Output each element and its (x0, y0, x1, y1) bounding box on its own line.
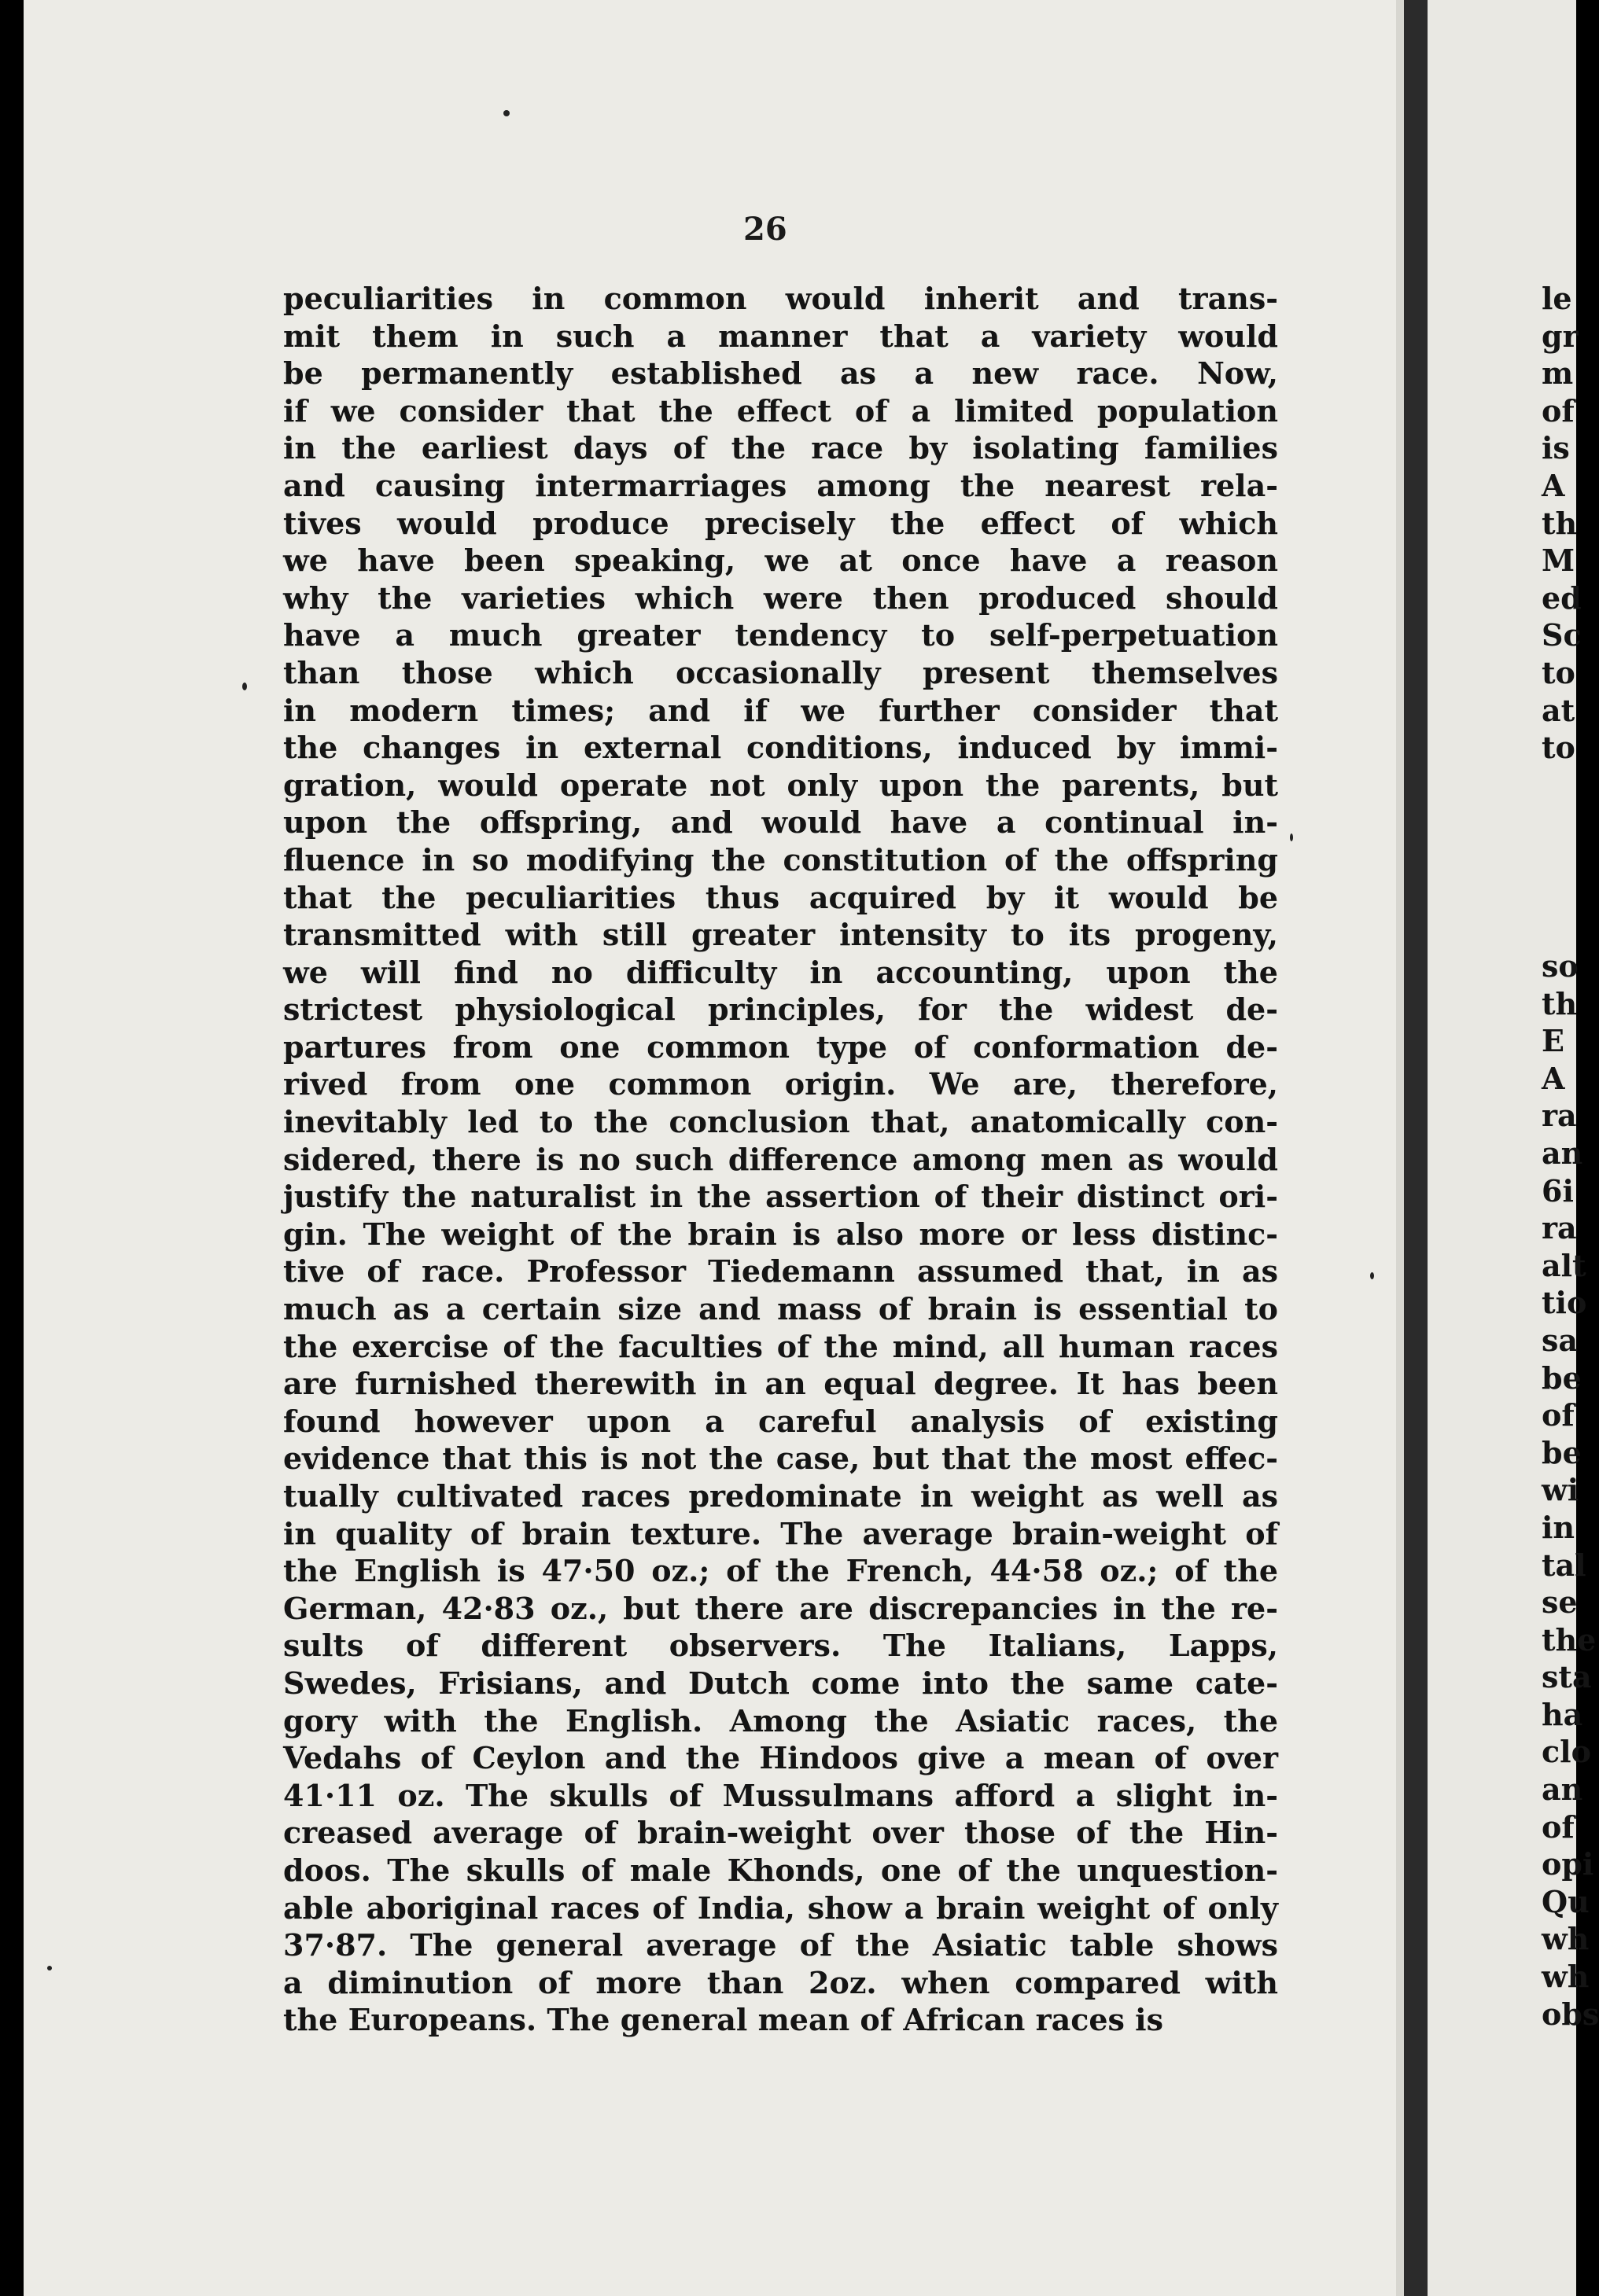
text-line: mit them in such a manner that a variety would (283, 318, 1278, 354)
text-fragment: ra (1542, 1210, 1577, 1246)
text-fragment: of (1542, 1397, 1575, 1433)
text-line: gory with the English. Among the Asiatic races, the (283, 1702, 1278, 1739)
text-line: we have been speaking, we at once have a reason (283, 543, 1278, 579)
text-line: the Europeans. The general mean of African races is (283, 2002, 1163, 2038)
text-line: able aboriginal races of India, show a brain weight of only (283, 1889, 1278, 1926)
text-line: we will find no difficulty in accounting, upon the (283, 954, 1278, 990)
text-fragment: th (1542, 985, 1578, 1021)
text-fragment: is (1542, 430, 1570, 466)
text-fragment: an (1542, 1772, 1583, 1808)
text-fragment: gr (1542, 318, 1579, 354)
text-line: tive of race. Professor Tiedemann assumed that, in as (283, 1253, 1278, 1290)
scan-speck (1290, 833, 1293, 841)
text-fragment: 6i (1542, 1172, 1574, 1209)
text-line: in the earliest days of the race by isolating families (283, 430, 1278, 466)
text-fragment: in (1542, 1509, 1575, 1545)
text-line: the changes in external conditions, induced by immi- (283, 730, 1278, 766)
text-line: 37·87. The general average of the Asiatic table shows (283, 1927, 1278, 1963)
text-fragment: the (1542, 1621, 1597, 1658)
text-fragment: A (1542, 1060, 1565, 1096)
text-line: in quality of brain texture. The average brain-weight of (283, 1515, 1278, 1551)
right-page-text-upper (1542, 280, 1582, 767)
text-fragment: tio (1542, 1285, 1587, 1321)
text-line: transmitted with still greater intensity to its progeny, (283, 917, 1278, 953)
text-fragment: sta (1542, 1659, 1592, 1695)
text-line: Swedes, Frisians, and Dutch come into the same cate- (283, 1665, 1278, 1701)
text-line: doos. The skulls of male Khonds, one of the unquestion- (283, 1852, 1278, 1888)
scan-speck (242, 683, 247, 690)
text-fragment: ed (1542, 580, 1582, 616)
text-line: if we consider that the effect of a limited population (283, 392, 1278, 429)
text-line: why the varieties which were then produced should (283, 580, 1278, 616)
text-fragment: Sc (1542, 617, 1582, 653)
text-fragment: M (1542, 543, 1575, 579)
text-fragment: wi (1542, 1472, 1579, 1508)
text-fragment: Qu (1542, 1883, 1590, 1919)
text-line: that the peculiarities thus acquired by it would be (283, 879, 1278, 915)
text-fragment: wh (1542, 1921, 1590, 1957)
text-line: sidered, there is no such difference among men as would (283, 1141, 1278, 1177)
text-fragment: A (1542, 467, 1565, 503)
text-fragment: tal (1542, 1547, 1586, 1583)
text-line: upon the offspring, and would have a continual in- (283, 804, 1278, 841)
text-line: German, 42·83 oz., but there are discrepancies in the re- (283, 1590, 1278, 1626)
text-line: creased average of brain-weight over those of the Hin- (283, 1815, 1278, 1851)
text-line: rived from one common origin. We are, therefore, (283, 1066, 1278, 1102)
text-fragment: opi (1542, 1846, 1594, 1882)
text-line: 41·11 oz. The skulls of Mussulmans afford a slight in- (283, 1777, 1278, 1813)
text-fragment: obs (1542, 1996, 1599, 2032)
text-fragment: se (1542, 1584, 1578, 1621)
body-text (283, 280, 1278, 2039)
text-line: the exercise of the faculties of the mind, all human races (283, 1328, 1278, 1364)
text-line: strictest physiological principles, for the widest de- (283, 992, 1278, 1028)
text-fragment: th (1542, 505, 1578, 541)
book-binding (1404, 0, 1428, 2296)
text-line: in modern times; and if we further consider that (283, 692, 1278, 728)
scan-speck (1370, 1272, 1374, 1279)
text-line: than those which occasionally present themselves (283, 654, 1278, 690)
text-line: gin. The weight of the brain is also more or less distinc- (283, 1216, 1278, 1252)
text-line: gration, would operate not only upon the parents, but (283, 767, 1278, 803)
scan-speck (503, 110, 510, 116)
text-line: justify the naturalist in the assertion of their distinct ori- (283, 1179, 1278, 1215)
right-page-text-lower (1542, 947, 1599, 2033)
text-fragment: at (1542, 692, 1575, 728)
text-line: have a much greater tendency to self-perpetuation (283, 617, 1278, 653)
text-line: Vedahs of Ceylon and the Hindoos give a mean of over (283, 1740, 1278, 1776)
page-number: 26 (743, 211, 787, 248)
text-fragment: be (1542, 1434, 1582, 1470)
text-fragment: alt (1542, 1247, 1586, 1283)
text-line: tually cultivated races predominate in weight as well as (283, 1478, 1278, 1514)
text-line: partures from one common type of conformation de- (283, 1028, 1278, 1065)
text-line: tives would produce precisely the effect of which (283, 505, 1278, 541)
text-line: much as a certain size and mass of brain is essential to (283, 1291, 1278, 1327)
text-line: are furnished therewith in an equal degree. It has been (283, 1366, 1278, 1402)
text-line: the English is 47·50 oz.; of the French, 44·58 oz.; of the (283, 1553, 1278, 1589)
text-line: and causing intermarriages among the nearest rela- (283, 467, 1278, 503)
text-line: found however upon a careful analysis of existing (283, 1403, 1278, 1439)
text-fragment: ha (1542, 1696, 1583, 1732)
text-line: a diminution of more than 2oz. when compared with (283, 1964, 1278, 2000)
text-fragment: le (1542, 281, 1572, 316)
scan-speck (47, 1966, 52, 1970)
text-fragment: of (1542, 392, 1575, 429)
text-fragment: wh (1542, 1959, 1590, 1995)
text-fragment: be (1542, 1360, 1582, 1396)
text-fragment: sa (1542, 1322, 1579, 1358)
text-line: peculiarities in common would inherit and trans- (283, 281, 1278, 316)
text-line: inevitably led to the conclusion that, anatomically con- (283, 1104, 1278, 1140)
text-fragment: of (1542, 1808, 1575, 1845)
text-fragment: clo (1542, 1734, 1591, 1770)
text-fragment: to (1542, 730, 1575, 766)
text-fragment: ra (1542, 1098, 1577, 1134)
text-line: sults of different observers. The Italians, Lapps, (283, 1628, 1278, 1664)
text-fragment: an (1542, 1135, 1583, 1171)
text-fragment: to (1542, 654, 1575, 690)
text-fragment: E (1542, 1023, 1564, 1059)
text-line: be permanently established as a new race. Now, (283, 355, 1278, 392)
text-fragment: m (1542, 355, 1574, 392)
text-fragment: so (1542, 948, 1579, 984)
text-line: fluence in so modifying the constitution of the offspring (283, 841, 1278, 878)
text-line: evidence that this is not the case, but that the most effec- (283, 1441, 1278, 1477)
